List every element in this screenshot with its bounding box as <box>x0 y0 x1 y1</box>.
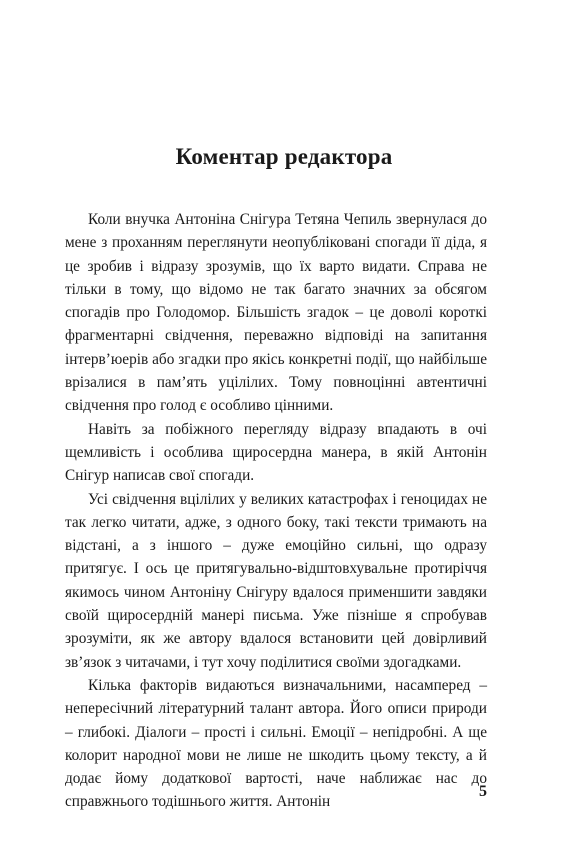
page-title: Коментар редактора <box>175 144 393 169</box>
paragraph-2: Навіть за побіжного перегляду відразу впадають в очі щемливість і особлива щиросердна манера, в якій Антонін Снігур написав свої спогади. <box>65 420 487 485</box>
paragraph-3: Усі свідчення вцілілих у великих катастрофах і геноцидах не так легко читати, адже, з одного боку, такі тексти тримають на відстані, а з іншого – дуже емоційно сильні, що одразу притягує. І ось це притягувально-відштовхувальне протиріччя якимось чином Антоніну Снігуру вдалося применшити завдяки своїй щиросердній манері письма. Уже пізніше я спробував зрозуміти, як же автору вдалося встановити цей довірливий зв’язок з читачами, і тут хочу поділитися своїми здогадками. <box>65 490 487 671</box>
page-number: 5 <box>479 783 487 800</box>
paragraph-4: Кілька факторів видаються визначальними, насамперед – непересічний літературний талант автора. Його описи природи – глибокі. Діалоги – прості і сильні. Емоції – непідробні. А ще колорит народної мови не лише не шкодить цьому тексту, а й додає йому додаткової вартості, наче наближає нас до справжнього тодішнього життя. Антонін <box>65 676 487 811</box>
body-text <box>65 208 487 814</box>
paragraph-1: Коли внучка Антоніна Снігура Тетяна Чепиль звернулася до мене з проханням переглянути неопубліковані спогади її діда, я це зробив і відразу зрозумів, що їх варто видати. Справа не тільки в тому, що відомо не так багато значних за обсягом спогадів про Голодомор. Більшість згадок – це доволі короткі фрагментарні свідчення, переважно відповіді на запитання інтерв’юерів або згадки про якісь конкретні події, що найбільше врізалися в пам’ять уцілілих. Тому повноцінні автентичні свідчення про голод є особливо цінними. <box>65 211 487 415</box>
